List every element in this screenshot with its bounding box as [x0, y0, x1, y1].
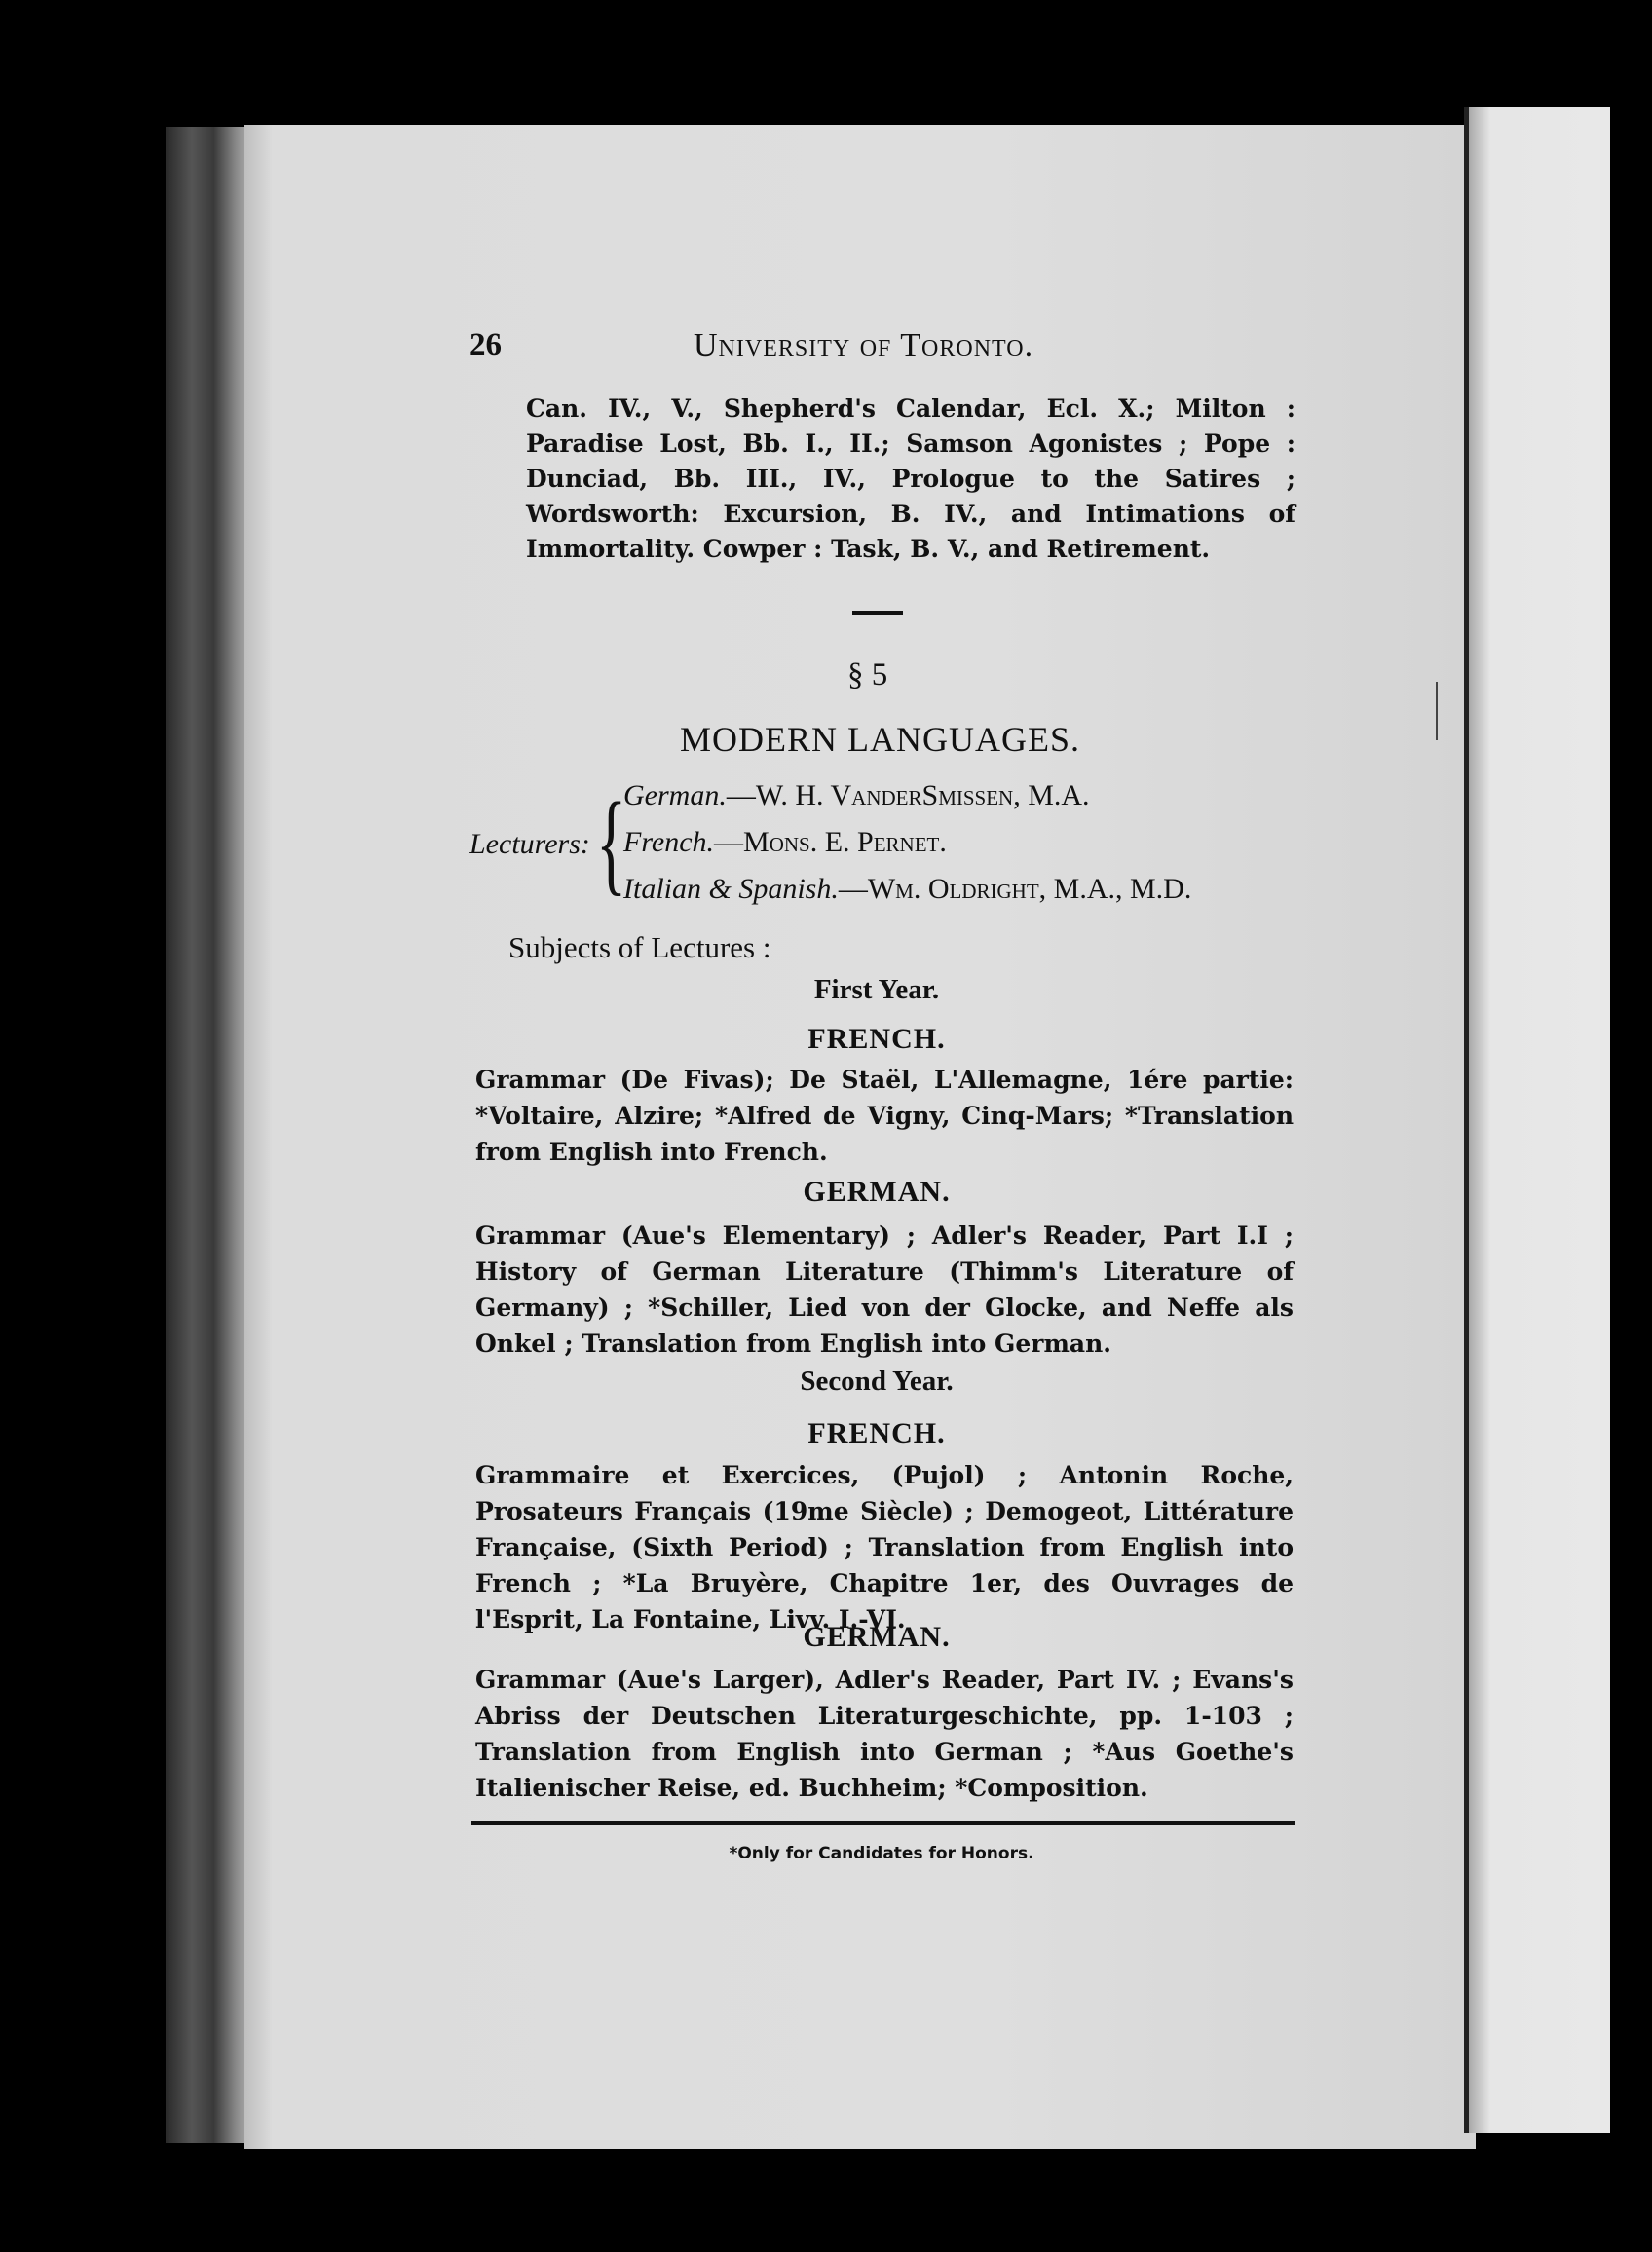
- second-year-german-text: Grammar (Aue's Larger), Adler's Reader, Part IV. ; Evans's Abriss der Deutschen Literaturgeschichte, pp. 1-103 ; Translation from English into German ; *Aus Goethe's Italienischer Reise, ed. Buchheim; *Composition.: [475, 1666, 1294, 1802]
- lecturers-label: Lecturers:: [469, 828, 590, 860]
- lecturer-german: [623, 779, 1090, 812]
- lecturer-italian-spanish: [623, 873, 1191, 906]
- first-year-french-text: Grammar (De Fivas); De Staël, L'Allemagne, 1ére partie: *Voltaire, Alzire; *Alfred de Vigny, Cinq-Mars; *Translation from English into French.: [475, 1066, 1294, 1166]
- facing-page: [1469, 107, 1610, 2133]
- section-number: § 5: [847, 657, 888, 693]
- lecturer-name: —Wm. Oldright, M.A., M.D.: [838, 873, 1192, 905]
- lecturer-language: German.: [623, 779, 727, 811]
- subjects-label: Subjects of Lectures :: [508, 930, 771, 964]
- intro-paragraph: Can. IV., V., Shepherd's Calendar, Ecl. X.; Milton : Paradise Lost, Bb. I., II.; Samson Agonistes ; Pope : Dunciad, Bb. III., IV., Prologue to the Satires ; Wordsworth: Excursion, B. IV., and Intimations of Immortality. Cowper : Task, B. V., and Retirement.: [526, 394, 1295, 563]
- book-edge: [166, 127, 253, 2143]
- second-year-french-text: Grammaire et Exercices, (Pujol) ; Antonin Roche, Prosateurs Français (19me Siècle) ; Demogeot, Littérature Française, (Sixth Period) ; Translation from English into French ; *La Bruyère, Chapitre 1er, des Ouvrages de l'Esprit, La Fontaine, Livv. I.-VI.: [475, 1461, 1294, 1633]
- footnote-rule: [471, 1821, 1295, 1825]
- lecturer-name: —W. H. VanderSmissen, M.A.: [726, 779, 1090, 811]
- section-divider: [852, 611, 903, 615]
- second-year-heading: Second Year.: [800, 1366, 954, 1397]
- page-number: 26: [469, 327, 502, 362]
- lecturer-french: [623, 826, 947, 859]
- second-year-french-heading: FRENCH.: [807, 1417, 946, 1449]
- lecturer-language: Italian & Spanish.: [623, 873, 839, 905]
- scan-mark: [1436, 682, 1438, 740]
- first-year-heading: First Year.: [813, 974, 940, 1005]
- lecturer-language: French.: [623, 826, 715, 858]
- second-year-german-heading: GERMAN.: [803, 1621, 951, 1653]
- lecturers-brace: {: [596, 778, 627, 906]
- first-year-german-text: Grammar (Aue's Elementary) ; Adler's Reader, Part I.I ; History of German Literature (Thimm's Literature of Germany) ; *Schiller, Lied von der Glocke, and Neffe als Onkel ; Translation from English into German.: [475, 1221, 1294, 1358]
- footnote: *Only for Candidates for Honors.: [729, 1844, 1034, 1863]
- running-head: [469, 327, 1288, 376]
- lecturer-name: —Mons. E. Pernet.: [714, 826, 947, 858]
- first-year-french-heading: FRENCH.: [807, 1023, 946, 1055]
- section-title: MODERN LANGUAGES.: [680, 720, 1080, 759]
- first-year-german-heading: GERMAN.: [803, 1176, 951, 1208]
- page-header-title: University of Toronto.: [694, 327, 1034, 363]
